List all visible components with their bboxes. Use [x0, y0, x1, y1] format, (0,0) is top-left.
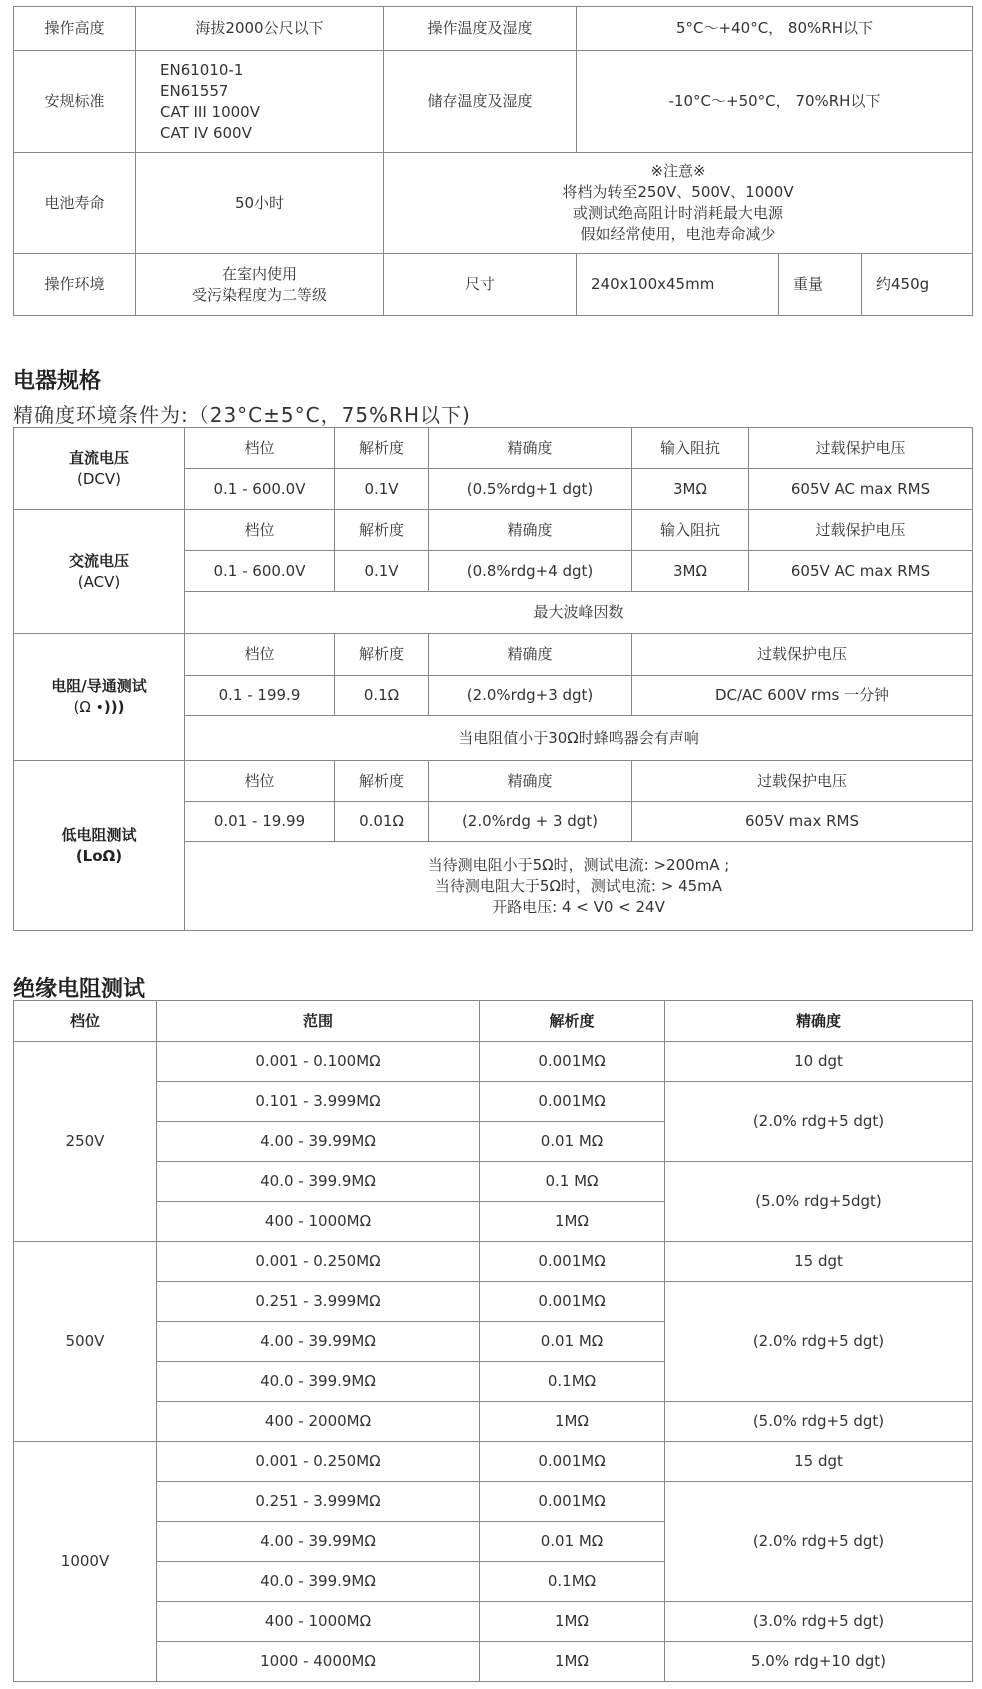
spec-label-environment: 操作环境 — [14, 254, 136, 316]
insulation-span: 0.101 - 3.999MΩ — [157, 1082, 480, 1122]
resistance-header: 过载保护电压 — [632, 634, 973, 676]
spec-value-altitude: 海拔2000公尺以下 — [136, 7, 384, 51]
low-resistance-value: 0.01 - 19.99 — [185, 802, 335, 842]
insulation-resolution: 0.001MΩ — [480, 1442, 665, 1482]
insulation-resolution: 0.01 MΩ — [480, 1322, 665, 1362]
acv-header: 解析度 — [335, 510, 429, 551]
resistance-value: 0.1Ω — [335, 676, 429, 716]
insulation-resolution: 0.001MΩ — [480, 1082, 665, 1122]
insulation-resolution: 0.1MΩ — [480, 1362, 665, 1402]
resistance-abbr-open: (Ω — [73, 697, 91, 716]
spec-value-safety — [136, 51, 384, 153]
dcv-header: 档位 — [185, 428, 335, 469]
dcv-value: 605V AC max RMS — [749, 469, 973, 510]
acv-label — [14, 510, 185, 634]
dcv-label — [14, 428, 185, 510]
resistance-header: 档位 — [185, 634, 335, 676]
battery-note-line: 假如经常使用，电池寿命减少 — [580, 225, 776, 243]
insulation-accuracy: (3.0% rdg+5 dgt) — [665, 1602, 973, 1642]
safety-standard: EN61010-1 — [160, 60, 244, 79]
low-resistance-note-line: 开路电压: 4 < V0 < 24V — [492, 897, 665, 916]
electrical-subtitle: 精确度环境条件为:（23°C±5°C，75%RH以下) — [13, 403, 471, 427]
spec-value-storage-temp: -10°C～+50°C， 70%RH以下 — [577, 51, 973, 153]
low-resistance-abbr: (LoΩ) — [75, 846, 123, 865]
low-resistance-header: 解析度 — [335, 761, 429, 802]
dcv-abbr: (DCV) — [77, 469, 121, 488]
insulation-range-1000v: 1000V — [14, 1442, 157, 1682]
safety-standard: CAT III 1000V — [160, 102, 260, 121]
insulation-title: 绝缘电阻测试 — [13, 977, 146, 1002]
insulation-header: 档位 — [14, 1001, 157, 1042]
low-resistance-note-line: 当待测电阻大于5Ω时，测试电流: > 45mA — [434, 876, 723, 895]
dcv-header: 过载保护电压 — [749, 428, 973, 469]
buzzer-dot-icon: • — [95, 699, 104, 716]
dcv-value: 0.1 - 600.0V — [185, 469, 335, 510]
safety-standard: CAT IV 600V — [160, 123, 252, 142]
insulation-resolution: 1MΩ — [480, 1642, 665, 1682]
insulation-accuracy: (5.0% rdg+5 dgt) — [665, 1402, 973, 1442]
insulation-header: 解析度 — [480, 1001, 665, 1042]
resistance-label — [14, 634, 185, 761]
spec-label-weight: 重量 — [779, 254, 862, 316]
battery-note-line: 或测试绝高阻计时消耗最大电源 — [573, 204, 784, 222]
insulation-span: 0.001 - 0.100MΩ — [157, 1042, 480, 1082]
dcv-name: 直流电压 — [68, 448, 129, 467]
resistance-abbr — [14, 697, 184, 719]
acv-header: 精确度 — [429, 510, 632, 551]
dcv-value: 0.1V — [335, 469, 429, 510]
environment-line: 在室内使用 — [221, 264, 297, 283]
insulation-resolution: 1MΩ — [480, 1402, 665, 1442]
spec-label-safety: 安规标准 — [14, 51, 136, 153]
environment-line: 受污染程度为二等级 — [191, 285, 327, 304]
dcv-header: 精确度 — [429, 428, 632, 469]
insulation-span: 4.00 - 39.99MΩ — [157, 1522, 480, 1562]
low-resistance-header: 精确度 — [429, 761, 632, 802]
dcv-value: 3MΩ — [632, 469, 749, 510]
insulation-resolution: 1MΩ — [480, 1202, 665, 1242]
insulation-resolution: 0.001MΩ — [480, 1042, 665, 1082]
acv-header: 过载保护电压 — [749, 510, 973, 551]
insulation-accuracy: 15 dgt — [665, 1442, 973, 1482]
insulation-header: 精确度 — [665, 1001, 973, 1042]
insulation-resolution: 0.01 MΩ — [480, 1522, 665, 1562]
dcv-header: 输入阻抗 — [632, 428, 749, 469]
general-specs-table — [13, 6, 973, 316]
insulation-span: 4.00 - 39.99MΩ — [157, 1322, 480, 1362]
insulation-span: 0.001 - 0.250MΩ — [157, 1442, 480, 1482]
spec-value-battery: 50小时 — [136, 153, 384, 254]
low-resistance-header: 档位 — [185, 761, 335, 802]
insulation-span: 4.00 - 39.99MΩ — [157, 1122, 480, 1162]
insulation-span: 40.0 - 399.9MΩ — [157, 1162, 480, 1202]
insulation-range-250v: 250V — [14, 1042, 157, 1242]
spec-value-operating-temp: 5°C～+40°C， 80%RH以下 — [577, 7, 973, 51]
insulation-accuracy: (2.0% rdg+5 dgt) — [665, 1082, 973, 1162]
resistance-value: 0.1 - 199.9 — [185, 676, 335, 716]
insulation-range-500v: 500V — [14, 1242, 157, 1442]
low-resistance-note-line: 当待测电阻小于5Ω时，测试电流: >200mA ; — [427, 855, 730, 874]
insulation-span: 400 - 1000MΩ — [157, 1202, 480, 1242]
resistance-value: DC/AC 600V rms 一分钟 — [632, 676, 973, 716]
insulation-span: 0.001 - 0.250MΩ — [157, 1242, 480, 1282]
low-resistance-note — [185, 842, 973, 931]
electrical-title: 电器规格 — [13, 369, 102, 394]
spec-label-operating-temp: 操作温度及湿度 — [384, 7, 577, 51]
insulation-span: 40.0 - 399.9MΩ — [157, 1362, 480, 1402]
battery-note — [384, 153, 973, 254]
spec-value-weight: 约450g — [862, 254, 973, 316]
battery-note-line: 将档为转至250V、500V、1000V — [562, 183, 794, 201]
insulation-accuracy: 15 dgt — [665, 1242, 973, 1282]
insulation-span: 400 - 2000MΩ — [157, 1402, 480, 1442]
spec-value-size: 240x100x45mm — [577, 254, 779, 316]
insulation-accuracy: 10 dgt — [665, 1042, 973, 1082]
insulation-span: 0.251 - 3.999MΩ — [157, 1282, 480, 1322]
spec-label-storage-temp: 储存温度及湿度 — [384, 51, 577, 153]
acv-value: (0.8%rdg+4 dgt) — [429, 551, 632, 592]
low-resistance-header: 过载保护电压 — [632, 761, 973, 802]
acv-value: 3MΩ — [632, 551, 749, 592]
insulation-accuracy: (2.0% rdg+5 dgt) — [665, 1482, 973, 1602]
spec-value-environment — [136, 254, 384, 316]
safety-standard: EN61557 — [160, 81, 229, 100]
resistance-header: 解析度 — [335, 634, 429, 676]
acv-header: 输入阻抗 — [632, 510, 749, 551]
low-resistance-value: (2.0%rdg + 3 dgt) — [429, 802, 632, 842]
low-resistance-value: 0.01Ω — [335, 802, 429, 842]
resistance-note: 当电阻值小于30Ω时蜂鸣器会有声响 — [185, 716, 973, 761]
insulation-table — [13, 1000, 973, 1682]
insulation-accuracy: 5.0% rdg+10 dgt) — [665, 1642, 973, 1682]
insulation-span: 400 - 1000MΩ — [157, 1602, 480, 1642]
battery-note-line: ※注意※ — [650, 162, 706, 180]
low-resistance-value: 605V max RMS — [632, 802, 973, 842]
resistance-name: 电阻/导通测试 — [51, 676, 147, 695]
insulation-resolution: 0.001MΩ — [480, 1242, 665, 1282]
acv-value: 605V AC max RMS — [749, 551, 973, 592]
insulation-accuracy: (5.0% rdg+5dgt) — [665, 1162, 973, 1242]
insulation-resolution: 0.001MΩ — [480, 1482, 665, 1522]
dcv-value: (0.5%rdg+1 dgt) — [429, 469, 632, 510]
acv-value: 0.1V — [335, 551, 429, 592]
insulation-resolution: 0.01 MΩ — [480, 1122, 665, 1162]
insulation-resolution: 0.001MΩ — [480, 1282, 665, 1322]
insulation-resolution: 0.1 MΩ — [480, 1162, 665, 1202]
insulation-span: 1000 - 4000MΩ — [157, 1642, 480, 1682]
insulation-accuracy: (2.0% rdg+5 dgt) — [665, 1282, 973, 1402]
insulation-span: 40.0 - 399.9MΩ — [157, 1562, 480, 1602]
dcv-header: 解析度 — [335, 428, 429, 469]
insulation-span: 0.251 - 3.999MΩ — [157, 1482, 480, 1522]
acv-name: 交流电压 — [68, 551, 129, 570]
acv-header: 档位 — [185, 510, 335, 551]
acv-value: 0.1 - 600.0V — [185, 551, 335, 592]
resistance-header: 精确度 — [429, 634, 632, 676]
spec-label-battery: 电池寿命 — [14, 153, 136, 254]
insulation-header: 范围 — [157, 1001, 480, 1042]
acv-note: 最大波峰因数 — [185, 592, 973, 634]
insulation-resolution: 0.1MΩ — [480, 1562, 665, 1602]
spec-label-altitude: 操作高度 — [14, 7, 136, 51]
sound-waves-icon: ))) — [103, 697, 125, 716]
acv-abbr: (ACV) — [77, 572, 121, 591]
resistance-value: (2.0%rdg+3 dgt) — [429, 676, 632, 716]
electrical-specs-table — [13, 427, 973, 931]
low-resistance-name: 低电阻测试 — [61, 825, 137, 844]
low-resistance-label — [14, 761, 185, 931]
spec-label-size: 尺寸 — [384, 254, 577, 316]
insulation-resolution: 1MΩ — [480, 1602, 665, 1642]
